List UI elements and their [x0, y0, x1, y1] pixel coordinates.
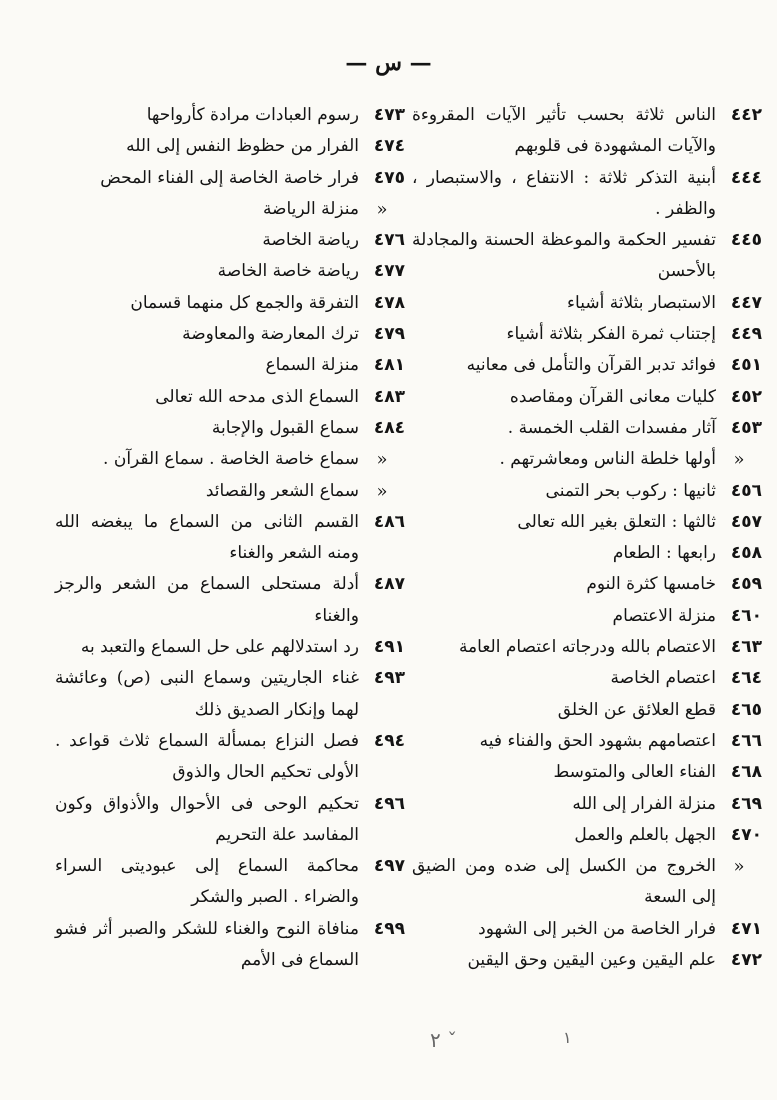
page-number: ٤٨٦: [373, 511, 405, 532]
ditto-mark: «: [376, 198, 388, 220]
page-number: ٤٤٢: [730, 105, 762, 125]
toc-entry: [412, 695, 762, 726]
entry-title: آثار مفسدات القلب الخمسة .: [507, 417, 716, 438]
entry-title: فصل النزاع بمسألة السماع ثلاث قواعد . الأولى تحكيم الحال والذوق: [55, 730, 359, 783]
entry-title: رد استدلالهم على حل السماع والتعبد به: [80, 637, 359, 658]
page-number: ٤٦٣: [730, 637, 762, 658]
toc-entry: [412, 538, 762, 569]
toc-entry: [55, 225, 405, 256]
entry-title: سماع خاصة الخاصة . سماع القرآن .: [103, 449, 359, 470]
entry-title: رسوم العبادات مرادة كأرواحها: [146, 105, 359, 125]
page-number: ٤٤٥: [730, 230, 762, 251]
entry-title: الخروج من الكسل إلى ضده ومن الضيق إلى السعة: [412, 856, 716, 908]
entry-title: سماع الشعر والقصائد: [205, 480, 359, 501]
page-number: ٤٥٩: [730, 574, 762, 595]
entry-title: إجتناب ثمرة الفكر بثلاثة أشياء: [506, 324, 716, 345]
entry-title: منزلة السماع: [265, 355, 359, 376]
ditto-mark: «: [376, 449, 388, 471]
entry-title: اعتصامهم بشهود الحق والفناء فيه: [479, 730, 716, 751]
entry-title: الفناء العالى والمتوسط: [553, 762, 716, 783]
page-number: ٤٤٤: [730, 167, 762, 188]
entry-title: اعتصام الخاصة: [610, 668, 716, 689]
toc-entry: [55, 632, 405, 663]
toc-entry: [55, 100, 405, 131]
entry-title: فرار خاصة الخاصة إلى الفناء المحض: [100, 167, 359, 188]
toc-entry: [55, 194, 405, 225]
toc-entry: [412, 100, 762, 163]
toc-entry: [412, 601, 762, 632]
toc-entry: [412, 319, 762, 350]
page-number: ٤٧٨: [373, 292, 405, 313]
toc-entry: [412, 444, 762, 475]
entry-title: الجهل بالعلم والعمل: [574, 824, 716, 845]
entry-title: منزلة الرياضة: [262, 198, 359, 219]
entry-title: التفرقة والجمع كل منهما قسمان: [130, 292, 359, 313]
toc-entry: [55, 413, 405, 444]
toc-entry: [55, 914, 405, 977]
entry-title: الاستبصار بثلاثة أشياء: [567, 292, 716, 313]
entry-title: أدلة مستحلى السماع من الشعر والرجز والغناء: [55, 574, 359, 626]
page-number: ٤٥٧: [730, 511, 762, 532]
entry-title: علم اليقين وعين اليقين وحق اليقين: [467, 950, 716, 971]
page-number: ٤٧٢: [730, 950, 762, 971]
page-number: ٤٩٣: [373, 668, 405, 689]
entry-title: ترك المعارضة والمعاوضة: [182, 324, 359, 345]
page-number: ٤٥٢: [730, 386, 762, 407]
entry-title: أولها خلطة الناس ومعاشرتهم .: [499, 449, 716, 470]
toc-entry: [412, 476, 762, 507]
page-number: ٤٤٧: [730, 292, 762, 313]
toc-entry: [412, 757, 762, 788]
page-number: ٤٩٩: [373, 918, 405, 939]
toc-entry: [55, 789, 405, 852]
page-number: ٤٥١: [730, 355, 762, 376]
entry-title: تحكيم الوحى فى الأحوال والأذواق وكون المفاسد علة التحريم: [55, 793, 359, 845]
page-number: ٤٩١: [373, 637, 405, 658]
toc-entry: [412, 789, 762, 820]
page-number: ٤٩٦: [373, 793, 405, 814]
toc-entry: [55, 288, 405, 319]
entry-title: ثانيها : ركوب بحر التمنى: [545, 480, 716, 501]
toc-entry: [412, 632, 762, 663]
page-number: ٤٧٧: [373, 261, 405, 282]
page-number: ٤٧١: [730, 918, 762, 939]
page-number: ٤٨٧: [373, 574, 405, 595]
entry-title: منزلة الفرار إلى الله: [572, 793, 716, 814]
entry-title: أبنية التذكر ثلاثة : الانتفاع ، والاستبصار ، والظفر .: [412, 167, 716, 219]
toc-entry: [55, 726, 405, 789]
page-number: ٤٦٩: [730, 793, 762, 814]
toc-entry: [55, 444, 405, 475]
toc-left-column: [55, 100, 405, 976]
toc-entry: [55, 319, 405, 350]
page-number: ٤٨٤: [373, 417, 405, 438]
toc-entry: [55, 350, 405, 381]
ditto-mark: «: [733, 449, 745, 471]
entry-title: الفرار من حظوظ النفس إلى الله: [126, 136, 359, 157]
page-number: ٤٥٦: [730, 480, 762, 501]
toc-entry: [412, 851, 762, 914]
page-number: ٤٥٨: [730, 543, 762, 564]
toc-entry: [55, 163, 405, 194]
toc-entry: [55, 569, 405, 632]
entry-title: رياضة الخاصة: [262, 230, 359, 251]
toc-entry: [412, 350, 762, 381]
entry-title: خامسها كثرة النوم: [586, 574, 716, 595]
toc-entry: [412, 225, 762, 288]
toc-entry: [55, 507, 405, 570]
footer-mark: ٢ ˇ: [430, 1028, 458, 1052]
page-number: ٤٦٠: [730, 605, 762, 626]
entry-title: رابعها : الطعام: [612, 543, 716, 564]
entry-title: محاكمة السماع إلى عبوديتى السراء والضراء . الصبر والشكر: [55, 856, 359, 908]
entry-title: السماع الذى مدحه الله تعالى: [155, 386, 359, 407]
entry-title: منزلة الاعتصام: [612, 605, 716, 626]
toc-entry: [412, 820, 762, 851]
entry-title: الاعتصام بالله ودرجاته اعتصام العامة: [458, 637, 716, 658]
toc-entry: [412, 507, 762, 538]
page-header: — س —: [345, 50, 432, 76]
entry-title: الناس ثلاثة بحسب تأثير الآيات المقروءة والآيات المشهودة فى قلوبهم: [412, 105, 716, 157]
toc-entry: [412, 663, 762, 694]
toc-entry: [412, 382, 762, 413]
page-number: ٤٨١: [373, 355, 405, 376]
toc-entry: [412, 413, 762, 444]
page-number: ٤٤٩: [730, 324, 762, 345]
toc-entry: [412, 569, 762, 600]
page-number: ٤٨٣: [373, 386, 405, 407]
footer-mark-2: ١: [563, 1028, 572, 1047]
entry-title: كليات معانى القرآن ومقاصده: [509, 386, 716, 407]
page-number: ٤٧٤: [373, 136, 405, 157]
entry-title: فرار الخاصة من الخبر إلى الشهود: [478, 918, 716, 939]
entry-title: منافاة النوح والغناء للشكر والصبر أثر فشو السماع فى الأمم: [55, 918, 359, 971]
toc-entry: [55, 382, 405, 413]
ditto-mark: «: [376, 480, 388, 502]
page-number: ٤٧٥: [373, 167, 405, 188]
page-number: ٤٧٠: [730, 824, 762, 845]
page-number: ٤٥٣: [730, 417, 762, 438]
toc-entry: [412, 945, 762, 976]
entry-title: ثالثها : التعلق بغير الله تعالى: [517, 511, 716, 532]
page-number: ٤٧٣: [373, 105, 405, 125]
toc-entry: [412, 726, 762, 757]
entry-title: غناء الجاريتين وسماع النبى (ص) وعائشة لهما وإنكار الصديق ذلك: [55, 668, 359, 720]
page-number: ٤٩٧: [373, 856, 405, 877]
page-number: ٤٩٤: [373, 730, 405, 751]
toc-entry: [55, 476, 405, 507]
ditto-mark: «: [733, 856, 745, 878]
toc-entry: [412, 288, 762, 319]
page-number: ٤٧٩: [373, 324, 405, 345]
entry-title: رياضة خاصة الخاصة: [217, 261, 359, 282]
page-number: ٤٦٦: [730, 730, 762, 751]
toc-right-column: [412, 100, 762, 976]
entry-title: تفسير الحكمة والموعظة الحسنة والمجادلة بالأحسن: [412, 230, 716, 282]
page-number: ٤٧٦: [373, 230, 405, 251]
page-number: ٤٦٥: [730, 699, 762, 720]
toc-entry: [55, 131, 405, 162]
entry-title: قطع العلائق عن الخلق: [557, 699, 716, 720]
toc-entry: [55, 256, 405, 287]
entry-title: فوائد تدبر القرآن والتأمل فى معانيه: [466, 355, 716, 376]
entry-title: القسم الثانى من السماع ما يبغضه الله ومنه الشعر والغناء: [55, 511, 359, 564]
toc-entry: [412, 914, 762, 945]
toc-entry: [412, 163, 762, 226]
toc-entry: [55, 851, 405, 914]
page-number: ٤٦٤: [730, 668, 762, 689]
toc-entry: [55, 663, 405, 726]
entry-title: سماع القبول والإجابة: [211, 417, 359, 438]
page-number: ٤٦٨: [730, 762, 762, 783]
